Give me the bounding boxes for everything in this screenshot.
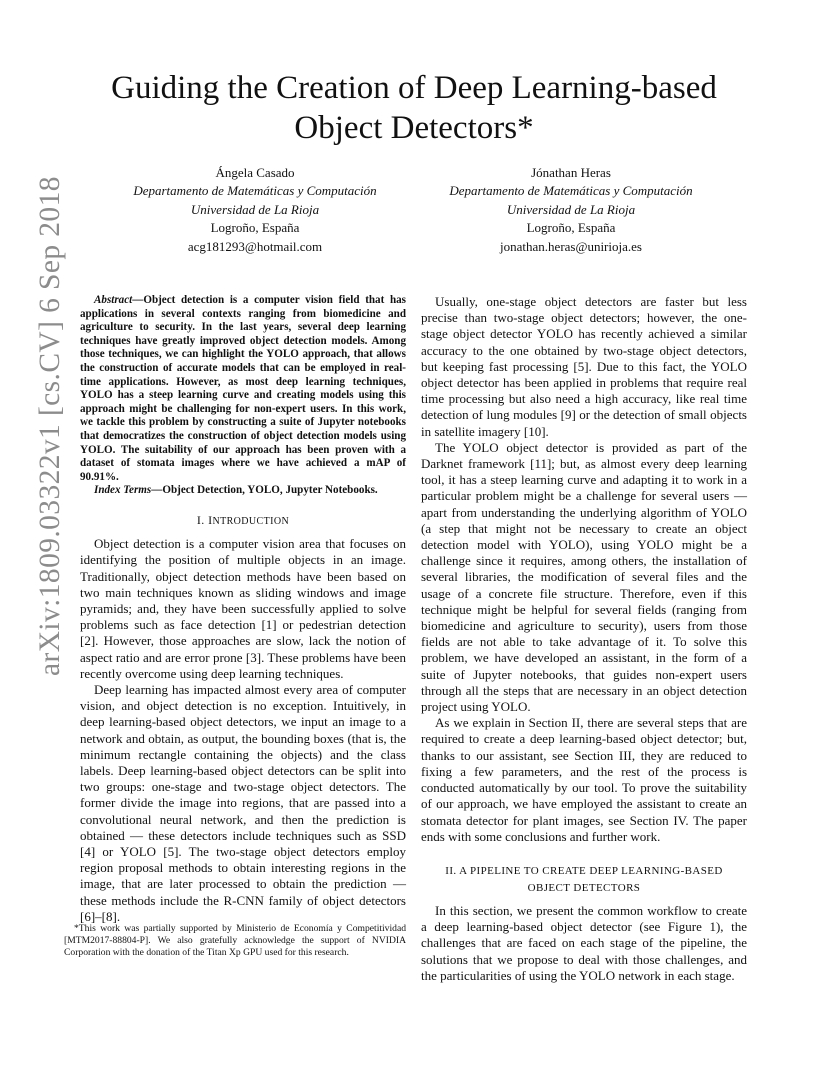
author-block-2 bbox=[421, 164, 721, 256]
section-title-smallcaps: NTRODUCTION bbox=[212, 515, 290, 527]
abstract-text: —Object detection is a computer vision field that has applications in several contexts ranging from biomedicine and agriculture to security. In the last years, several deep learning techniques have greatly improved object detection models. Among those techniques, we can highlight the YOLO approach, that allows the construction of accurate models that can be employed in real-time applications. However, as most deep learning techniques, YOLO has a steep learning curve and creating models using this approach might be challenging for non-expert users. In this work, we tackle this problem by constructing a suite of Jupyter notebooks that democratizes the construction of object detection models using YOLO. The suitability of our approach has been proven with a dataset of stomata images where we have achieved a mAP of 90.91%. bbox=[80, 294, 406, 483]
author-email: acg181293@hotmail.com bbox=[187, 238, 323, 254]
paper-title bbox=[90, 68, 738, 148]
index-terms-label: Index Terms bbox=[94, 484, 152, 497]
paragraph: As we explain in Section II, there are several steps that are required to create a deep learning-based object detector; but, thanks to our assistant, see Section III, they are reduced to fixing a few parameters, and the rest of the process is conducted automatically by our tool. To prove the suitability of our approach, we have employed the assistant to create an stomata detector for plant images, see Section IV. The paper ends with some conclusions and further work. bbox=[421, 715, 747, 844]
paragraph: In this section, we present the common workflow to create a deep learning-based object detector (see Figure 1), the challenges that are faced on each stage of the pipeline, the solutions that we propose to deal with those challenges, and the particularities of using the YOLO network in each stage. bbox=[421, 902, 747, 983]
author-affiliation: Departamento de Matemáticas y Computación bbox=[133, 183, 377, 199]
author-block-1 bbox=[105, 164, 405, 256]
section-title-line-2: OBJECT DETECTORS bbox=[527, 881, 641, 894]
title-line-1: Guiding the Creation of Deep Learning-based bbox=[111, 70, 717, 106]
author-university: Universidad de La Rioja bbox=[190, 201, 320, 217]
paragraph: Usually, one-stage object detectors are faster but less precise than two-stage object detectors; however, the one-stage object detector YOLO has recently achieved a similar accuracy to the one obtained by two-stage object detectors, but keeping fast processing [5]. Due to this fact, the YOLO object detector has been applied in problems that require real time processing but also need a high accuracy, like real time detection of lung modules [9] or the detection of small objects in satellite imagery [10]. bbox=[421, 294, 747, 439]
paragraph: Deep learning has impacted almost every area of computer vision, and object detection is no exception. Intuitively, in deep learning-based object detectors, we input an image to a network and obtain, as output, the bounding boxes (that is, the minimum rectangle containing the objects) and the class labels. Deep learning-based object detectors can be split into two groups: one-stage and two-stage object detectors. The former divide the image into regions, that are passed into a convolutional neural network, and then the prediction is obtained — these detectors include techniques such as SSD [4] or YOLO [5]. The two-stage object detectors employ region proposal methods to obtain interesting regions in the image, that are later processed to obtain the prediction — these methods include the R-CNN family of object detectors [6]–[8]. bbox=[80, 681, 406, 924]
footnote bbox=[64, 923, 406, 958]
author-name: Jónathan Heras bbox=[531, 165, 611, 180]
abstract-label: Abstract bbox=[94, 294, 133, 306]
author-email: jonathan.heras@unirioja.es bbox=[500, 238, 642, 254]
section-heading-pipeline bbox=[421, 863, 747, 897]
paragraph: The YOLO object detector is provided as part of the Darknet framework [11]; but, as almost every deep learning tool, it has a steep learning curve and adapting it to work in a particular problem might be a challenge for several users — apart from understanding the underlying algorithm of YOLO (a step that might not be necessary to create an object detection model with YOLO), using YOLO might be a challenge since it requires, among others, the installation of several libraries, the modification of several files and the usage of a concrete file structure. Therefore, even if this technique might be helpful for several fields (ranging from biomedicine and agriculture to security), users from those fields are not able to take advantage of it. To solve this problem, we have developed an assistant, in the form of a suite of Jupyter notebooks, that guides non-expert users through all the steps that are necessary in an object detection project using YOLO. bbox=[421, 439, 747, 715]
author-city: Logroño, España bbox=[210, 220, 300, 236]
title-line-2: Object Detectors* bbox=[294, 110, 534, 146]
author-affiliation: Departamento de Matemáticas y Computación bbox=[449, 183, 693, 199]
section-title-line-1: II. A PIPELINE TO CREATE DEEP LEARNING-BASED bbox=[445, 864, 723, 877]
index-terms-text: —Object Detection, YOLO, Jupyter Notebooks. bbox=[151, 484, 378, 497]
index-terms bbox=[80, 484, 406, 498]
author-name: Ángela Casado bbox=[215, 165, 295, 180]
arxiv-sidebar-stamp: arXiv:1809.03322v1 [cs.CV] 6 Sep 2018 bbox=[34, 176, 66, 676]
section-number: I. I bbox=[196, 512, 213, 527]
footnote-text: *This work was partially supported by Ministerio de Economía y Competitividad [MTM2017-88804-P]. We also gratefully acknowledge the support of NVIDIA Corporation with the donation of the Titan Xp GPU used for this research. bbox=[64, 923, 406, 958]
author-university: Universidad de La Rioja bbox=[506, 201, 636, 217]
abstract bbox=[80, 294, 406, 484]
paragraph: Object detection is a computer vision area that focuses on identifying the position of multiple objects in an image. Traditionally, object detection methods have been based on two main techniques known as sliding windows and image pyramids; and, they have been successfully applied to solve problems such as face detection [1] or pedestrian detection [2]. However, those approaches are slow, lack the notion of aspect ratio and are error prone [3]. These problems have been recently overcome using deep learning techniques. bbox=[80, 536, 406, 681]
right-column bbox=[421, 294, 747, 984]
section-heading-introduction bbox=[80, 512, 406, 530]
author-city: Logroño, España bbox=[526, 220, 616, 236]
left-column bbox=[80, 294, 406, 925]
